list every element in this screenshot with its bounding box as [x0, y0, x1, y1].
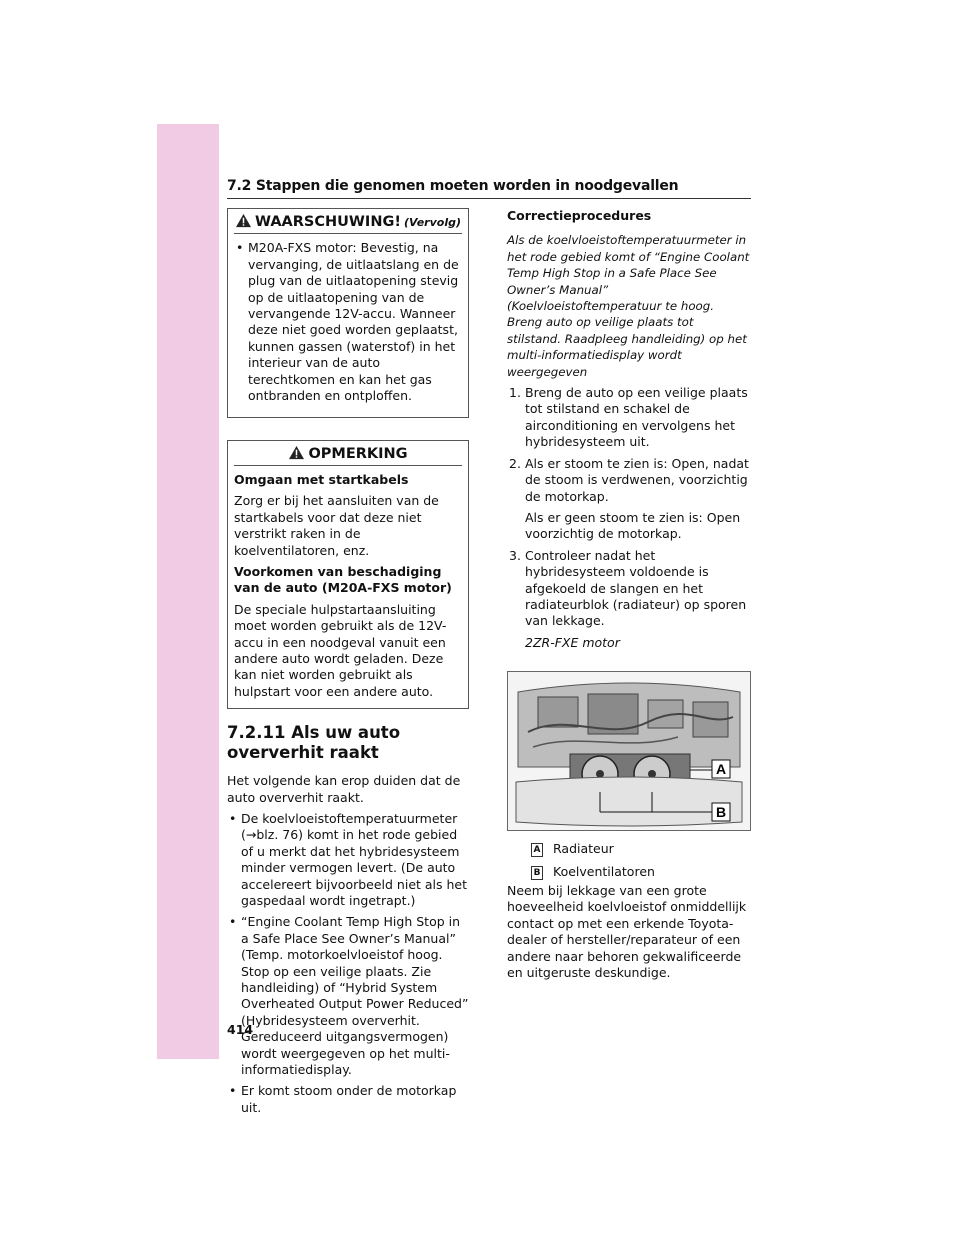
notice-paragraph-1: Zorg er bij het aansluiten van de startkabels voor dat deze niet verstrikt raken in de koelventilatoren, enz.: [234, 493, 439, 558]
left-column: [227, 208, 469, 1121]
warning-triangle-icon: [235, 213, 252, 228]
section-intro: Het volgende kan erop duiden dat de auto oververhit raakt.: [227, 773, 461, 805]
notice-body: [228, 466, 468, 708]
legend-label-b: Koelventilatoren: [553, 863, 655, 879]
warning-body: [228, 234, 468, 417]
legend-label-a: Radiateur: [553, 841, 614, 857]
notice-heading-2: Voorkomen van beschadiging van de auto (M20A-FXS motor): [234, 563, 452, 596]
chapter-tab-strip: [157, 124, 219, 1059]
closing-paragraph: Neem bij lekkage van een grote hoeveelheid koelvloeistof onmiddellijk contact op met een erkende Toyota-dealer of hersteller/reparateur of een andere naar behoren gekwalificeerde en uitgeruste deskundige.: [507, 882, 747, 980]
warning-title: WAARSCHUWING!: [254, 214, 401, 230]
figure-label-b: B: [715, 804, 727, 821]
legend-item-b: [507, 864, 751, 880]
figure-caption: 2ZR-FXE motor: [525, 634, 620, 650]
warning-bullet: • M20A-FXS motor: Bevestig, na vervanging, de uitlaatslang en de plug van de uitlaatopening stevig op de uitlaatopening van de vervangende 12V-accu. Wanneer deze niet goed worden geplaatst, kunnen gassen (waterstof) in het interieur van de auto terechtkomen en kan het gas ontbranden en ontploffen.: [234, 240, 462, 404]
step-2: [507, 456, 751, 505]
overheat-bullet-3: • Er komt stoom onder de motorkap uit.: [227, 1083, 469, 1116]
step-2-extra: Als er geen stoom te zien is: Open voorzichtig de motorkap.: [525, 509, 741, 542]
overheat-bullet-2: • “Engine Coolant Temp High Stop in a Safe Place See Owner’s Manual” (Temp. motorkoelvloeistof hoog. Stop op een veilige plaats. Zie handleiding) of “Hybrid System Overheated Output Power Reduced” (Hybridesysteem oververhit. Gereduceerd uitgangsvermogen) wordt weergegeven op het multi-informatiedisplay.: [227, 914, 469, 1078]
notice-triangle-icon: [288, 445, 305, 460]
notice-paragraph-2: De speciale hulpstartaansluiting moet worden gebruikt als de 12V-accu in een noodgeval vanuit een andere auto wordt geladen. Deze kan niet worden gebruikt als hulpstart voor een andere auto.: [234, 601, 447, 699]
step-1-number: 1.: [509, 385, 521, 401]
engine-bay-illustration: [508, 672, 750, 830]
section-header: 7.2 Stappen die genomen moeten worden in noodgevallen: [227, 178, 679, 194]
notice-title: OPMERKING: [308, 446, 408, 463]
section-heading: 7.2.11 Als uw auto oververhit raakt: [227, 723, 401, 763]
step-1-text: Breng de auto op een veilige plaats tot stilstand en schakel de airconditioning en vervolgens het hybridesysteem uit.: [525, 385, 748, 450]
figure-label-a: A: [715, 761, 727, 778]
right-column: [507, 208, 751, 986]
overheat-bullet-1: • De koelvloeistoftemperatuurmeter (→blz. 76) komt in het rode gebied of u merkt dat het hybridesysteem minder vermogen levert. (De auto accelereert bijvoorbeeld niet als het gaspedaal wordt ingetrapt.): [227, 811, 469, 909]
step-3-number: 3.: [509, 547, 521, 563]
engine-bay-figure: [507, 671, 751, 831]
procedures-condition: Als de koelvloeistoftemperatuurmeter in het rode gebied komt of “Engine Coolant Temp High Stop in a Safe Place See Owner’s Manual” (Koelvloeistoftemperatuur te hoog. Breng auto op veilige plaats tot stilstand. Raadpleeg handleiding) op het multi-informatiedisplay wordt weergegeven: [507, 233, 750, 379]
procedures-heading: Correctieprocedures: [507, 208, 652, 223]
step-2-text: Als er stoom te zien is: Open, nadat de stoom is verdwenen, voorzichtig de motorkap.: [525, 455, 749, 504]
step-3-text: Controleer nadat het hybridesysteem voldoende is afgekoeld de slangen en het radiateurblok (radiateur) op sporen van lekkage.: [525, 547, 747, 629]
legend-key-b: B: [531, 866, 543, 880]
step-3: [507, 548, 751, 630]
notice-header: [234, 441, 462, 465]
notice-box: [227, 440, 469, 709]
header-rule: [227, 198, 751, 199]
notice-heading-1: Omgaan met startkabels: [234, 471, 409, 487]
page-number: 414: [227, 1022, 254, 1037]
step-1: [507, 385, 751, 451]
warning-subtitle: (Vervolg): [403, 216, 461, 229]
legend-key-a: A: [531, 843, 543, 857]
warning-header: [234, 209, 462, 234]
legend-item-a: [507, 841, 751, 857]
warning-box: [227, 208, 469, 418]
step-2-number: 2.: [509, 455, 521, 471]
